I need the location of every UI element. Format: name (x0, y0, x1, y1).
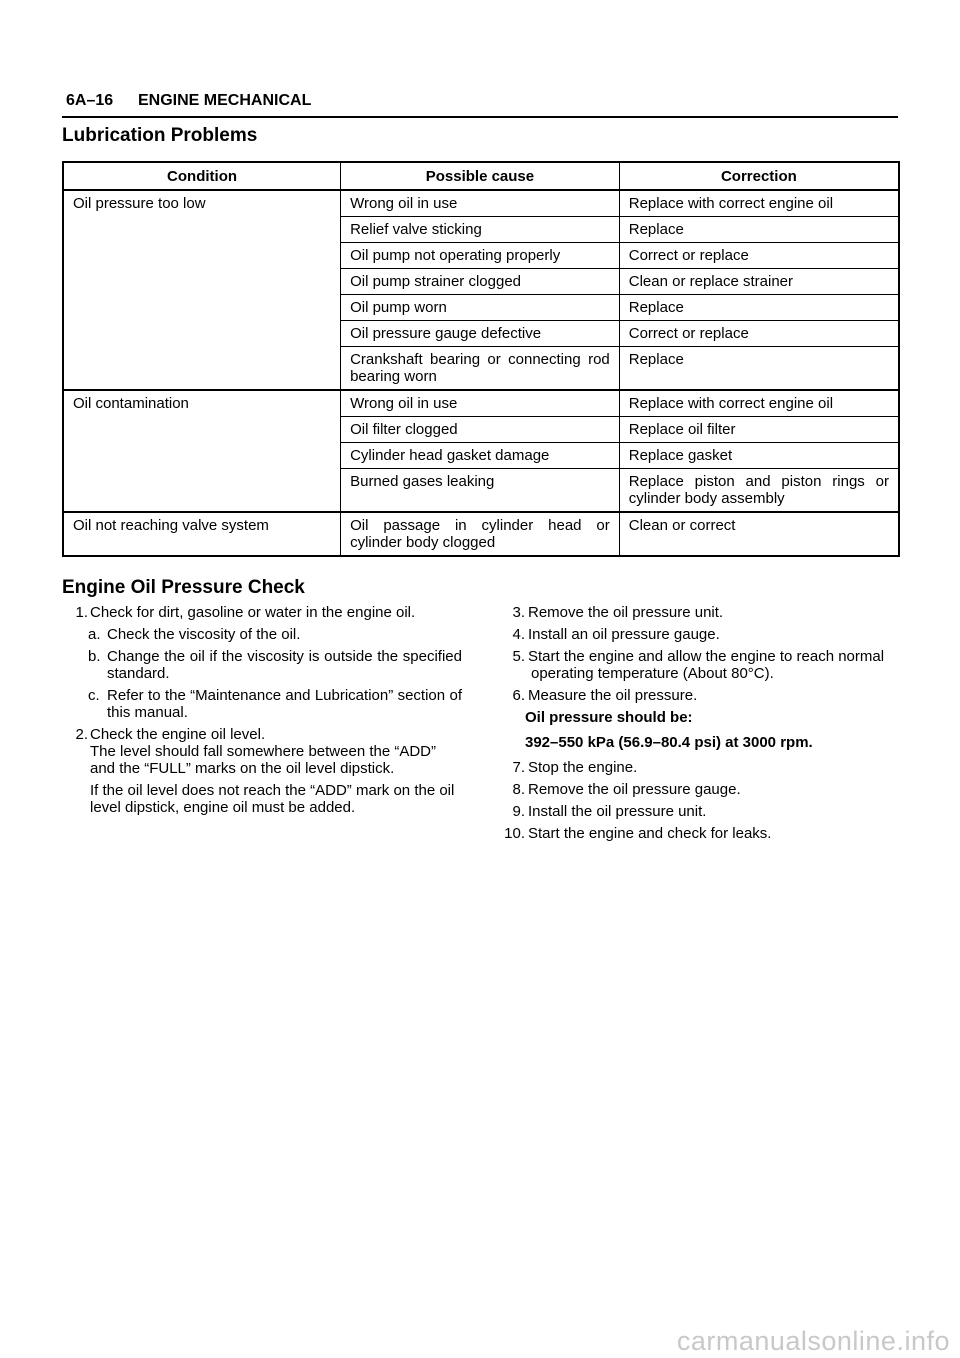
table-header-row (63, 162, 899, 190)
step-number: 2. (75, 726, 88, 743)
list-item (497, 803, 901, 820)
list-item (497, 759, 901, 776)
sub-text: Change the oil if the viscosity is outside the specified standard. (107, 648, 462, 682)
section-title: ENGINE MECHANICAL (138, 92, 312, 109)
lubrication-problems-table (62, 161, 900, 557)
correction-cell: Replace gasket (619, 443, 899, 469)
correction-cell: Replace (619, 295, 899, 321)
procedure-right-column (497, 604, 901, 847)
step-text: Start the engine and check for leaks. (528, 825, 772, 842)
list-item (497, 781, 901, 798)
column-header-condition: Condition (63, 162, 341, 190)
step-number: 4. (512, 626, 525, 643)
sub-letter: b. (88, 648, 101, 665)
cause-cell: Oil filter clogged (341, 417, 620, 443)
step-number: 9. (512, 803, 525, 820)
list-item (497, 648, 901, 682)
step-number: 5. (512, 648, 525, 665)
cause-cell: Oil pressure gauge defective (341, 321, 620, 347)
watermark-text: carmanualsonline.info (676, 1326, 950, 1356)
cause-cell: Oil pump worn (341, 295, 620, 321)
list-item (497, 604, 901, 621)
correction-cell: Correct or replace (619, 243, 899, 269)
condition-cell: Oil contamination (63, 390, 341, 512)
table-row (63, 190, 899, 217)
step-text: Measure the oil pressure. (528, 687, 698, 704)
step-paragraph: The level should fall somewhere between the “ADD” and the “FULL” marks on the oil level dipstick. (90, 743, 437, 777)
step-number: 6. (512, 687, 525, 704)
correction-cell: Replace with correct engine oil (619, 390, 899, 417)
column-header-correction: Correction (619, 162, 899, 190)
cause-cell: Cylinder head gasket damage (341, 443, 620, 469)
step-text: Check for dirt, gasoline or water in the engine oil. (90, 604, 416, 621)
step-text: Stop the engine. (528, 759, 638, 776)
cause-cell: Wrong oil in use (341, 190, 620, 217)
step-text: Install an oil pressure gauge. (528, 626, 720, 643)
correction-cell: Correct or replace (619, 321, 899, 347)
list-item (497, 687, 901, 704)
cause-cell: Relief valve sticking (341, 217, 620, 243)
step-text: Install the oil pressure unit. (528, 803, 707, 820)
sub-letter: c. (88, 687, 100, 704)
correction-cell: Clean or replace strainer (619, 269, 899, 295)
page-number: 6A–16 (66, 92, 114, 109)
lubrication-problems-heading: Lubrication Problems (62, 125, 258, 146)
sub-item (88, 648, 462, 682)
cause-cell: Burned gases leaking (341, 469, 620, 513)
list-item (62, 604, 462, 621)
condition-cell: Oil pressure too low (63, 190, 341, 390)
correction-cell: Replace (619, 347, 899, 391)
table-row (63, 512, 899, 556)
oil-pressure-check-heading: Engine Oil Pressure Check (62, 577, 305, 598)
sub-text: Refer to the “Maintenance and Lubrication” section of this manual. (107, 687, 462, 721)
list-item (497, 626, 901, 643)
cause-cell: Crankshaft bearing or connecting rod bearing worn (341, 347, 620, 391)
cause-cell: Oil passage in cylinder head or cylinder body clogged (341, 512, 620, 556)
step-number: 3. (512, 604, 525, 621)
step-text: Remove the oil pressure unit. (528, 604, 724, 621)
step-number: 8. (512, 781, 525, 798)
sub-letter: a. (88, 626, 101, 643)
correction-cell: Clean or correct (619, 512, 899, 556)
step-number: 10. (504, 825, 525, 842)
procedure-left-column (62, 604, 462, 821)
spec-value: 392–550 kPa (56.9–80.4 psi) at 3000 rpm. (525, 734, 813, 751)
correction-cell: Replace with correct engine oil (619, 190, 899, 217)
cause-cell: Oil pump strainer clogged (341, 269, 620, 295)
list-item (497, 825, 901, 842)
table-row (63, 390, 899, 417)
step-text: Start the engine and allow the engine to reach normal operating temperature (About 80°C). (528, 648, 885, 682)
cause-cell: Oil pump not operating properly (341, 243, 620, 269)
list-item (62, 726, 462, 743)
cause-cell: Wrong oil in use (341, 390, 620, 417)
step-number: 7. (512, 759, 525, 776)
step-text: Check the engine oil level. (90, 726, 266, 743)
step-number: 1. (75, 604, 88, 621)
correction-cell: Replace (619, 217, 899, 243)
sub-item (88, 687, 462, 721)
column-header-cause: Possible cause (341, 162, 620, 190)
step-text: Remove the oil pressure gauge. (528, 781, 741, 798)
sub-text: Check the viscosity of the oil. (107, 626, 301, 643)
page-header (62, 90, 898, 118)
spec-label: Oil pressure should be: (525, 709, 693, 726)
correction-cell: Replace oil filter (619, 417, 899, 443)
step-paragraph: If the oil level does not reach the “ADD” mark on the oil level dipstick, engine oil must be added. (90, 782, 455, 816)
correction-cell: Replace piston and piston rings or cylinder body assembly (619, 469, 899, 513)
condition-cell: Oil not reaching valve system (63, 512, 341, 556)
sub-item (88, 626, 462, 643)
